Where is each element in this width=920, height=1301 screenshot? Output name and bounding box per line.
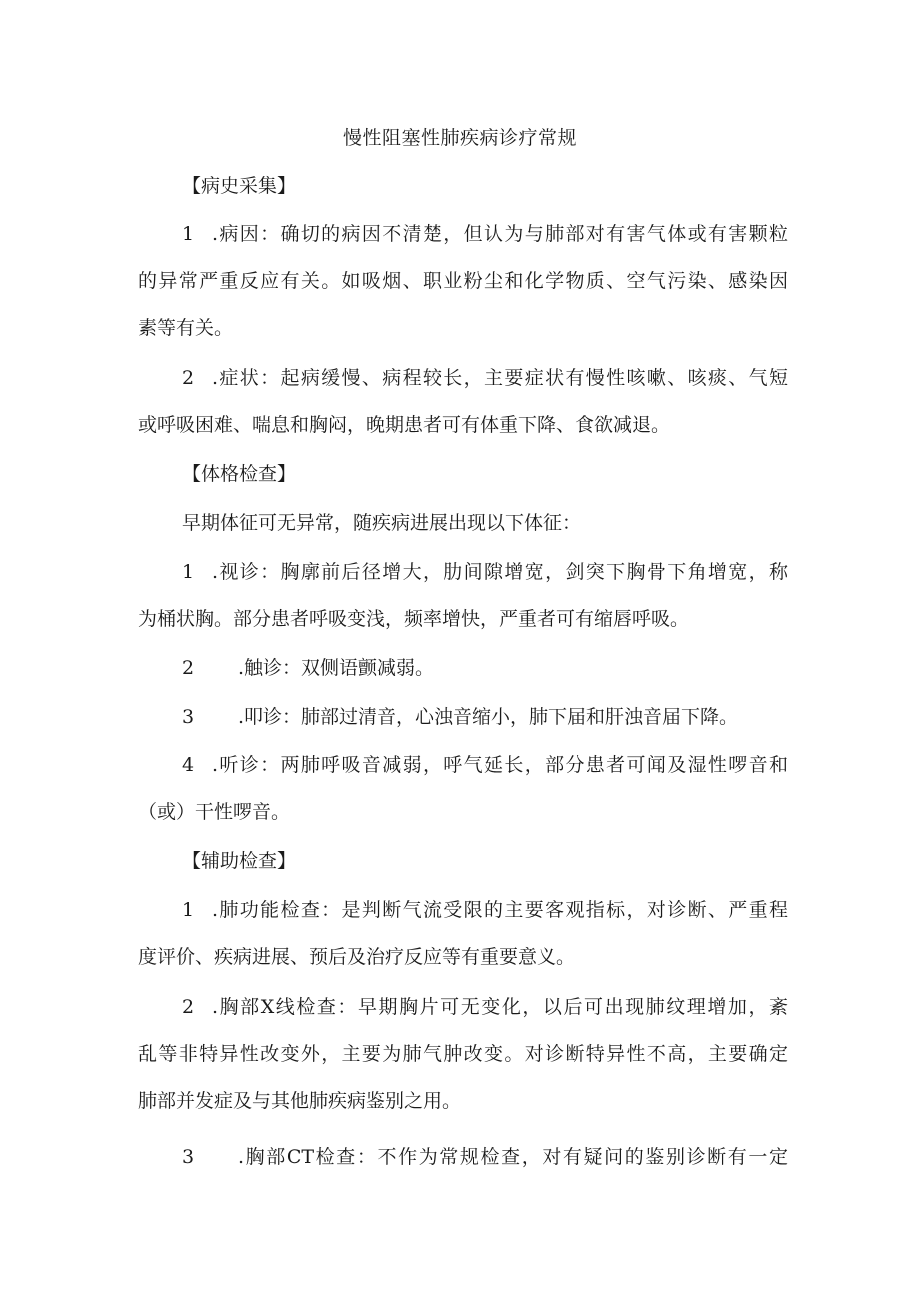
item-text: .病因：确切的病因不清楚，但认为与肺部对有害气体或有害颗粒 [212, 223, 788, 245]
section-heading-history: 【病史采集】 [182, 175, 297, 197]
history-item-2-line-1 [182, 364, 788, 392]
item-text: .症状：起病缓慢、病程较长，主要症状有慢性咳嗽、咳痰、气短 [212, 367, 788, 389]
item-number: 2 [182, 996, 195, 1018]
auxiliary-item-1-line-2: 度评价、疾病进展、预后及治疗反应等有重要意义。 [138, 946, 576, 968]
history-item-1-line-3: 素等有关。 [138, 317, 234, 339]
auxiliary-item-2-line-3: 肺部并发症及与其他肺疾病鉴别之用。 [138, 1090, 462, 1112]
physical-item-2-line-1 [182, 654, 788, 682]
physical-item-4-line-1 [182, 751, 788, 779]
history-item-1-line-1 [182, 220, 788, 248]
history-item-1-line-2: 的异常严重反应有关。如吸烟、职业粉尘和化学物质、空气污染、感染因 [138, 270, 788, 292]
item-text: .胸部X线检查：早期胸片可无变化，以后可出现肺纹理增加，紊 [212, 996, 788, 1018]
auxiliary-item-3-line-1 [182, 1143, 788, 1171]
item-number: 1 [182, 223, 195, 245]
item-number: 2 [182, 367, 195, 389]
item-number: 2 [182, 657, 195, 679]
item-number: 3 [182, 706, 195, 728]
item-number: 3 [182, 1146, 195, 1168]
item-text: .叩诊：肺部过清音，心浊音缩小，肺下届和肝浊音届下降。 [238, 706, 739, 728]
item-number: 1 [182, 899, 195, 921]
item-text: .视诊：胸廓前后径增大，肋间隙增宽，剑突下胸骨下角增宽，称 [212, 561, 788, 583]
item-number: 1 [182, 561, 195, 583]
section-heading-auxiliary: 【辅助检查】 [182, 850, 297, 872]
item-text: .胸部CT检查：不作为常规检查，对有疑问的鉴别诊断有一定 [238, 1146, 788, 1168]
physical-item-4-line-2: （或）干性啰音。 [138, 801, 291, 823]
item-number: 4 [182, 754, 195, 776]
section-heading-physical: 【体格检查】 [182, 463, 297, 485]
physical-intro: 早期体征可无异常，随疾病进展出现以下体征： [182, 512, 582, 534]
auxiliary-item-2-line-1 [182, 993, 788, 1021]
physical-item-1-line-1 [182, 558, 788, 586]
auxiliary-item-2-line-2: 乱等非特异性改变外，主要为肺气肿改变。对诊断特异性不高，主要确定 [138, 1043, 788, 1065]
item-text: .肺功能检查：是判断气流受限的主要客观指标，对诊断、严重程 [212, 899, 788, 921]
physical-item-3-line-1 [182, 703, 788, 731]
document-title: 慢性阻塞性肺疾病诊疗常规 [342, 127, 577, 149]
physical-item-1-line-2: 为桶状胸。部分患者呼吸变浅，频率增快，严重者可有缩唇呼吸。 [138, 608, 690, 630]
auxiliary-item-1-line-1 [182, 896, 788, 924]
item-text: .听诊：两肺呼吸音减弱，呼气延长，部分患者可闻及湿性啰音和 [212, 754, 788, 776]
history-item-2-line-2: 或呼吸困难、喘息和胸闷，晚期患者可有体重下降、食欲减退。 [138, 414, 671, 436]
item-text: .触诊：双侧语颤减弱。 [238, 657, 435, 679]
